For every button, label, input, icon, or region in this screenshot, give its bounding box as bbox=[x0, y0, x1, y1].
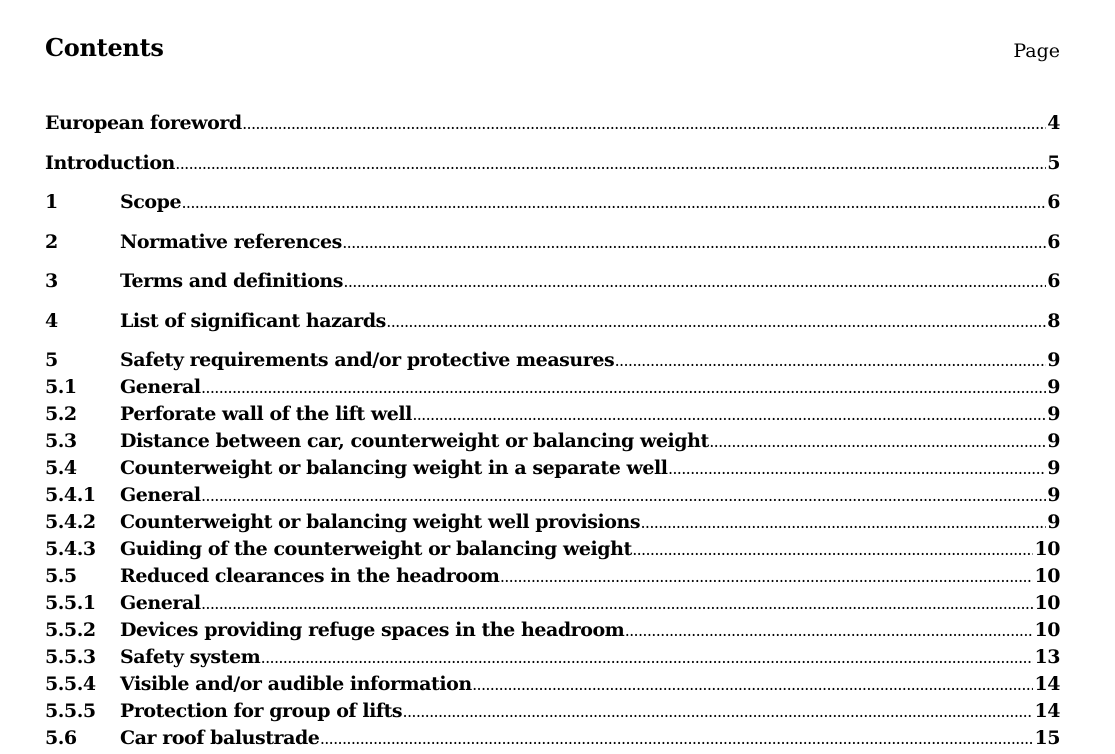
toc-entry-page: 9 bbox=[1047, 376, 1060, 398]
toc-entry-title: Protection for group of lifts bbox=[120, 700, 403, 722]
toc-entry-5-1[interactable] bbox=[45, 374, 1060, 401]
toc-entry-number: 5.1 bbox=[45, 376, 77, 398]
toc-entry-5-3[interactable] bbox=[45, 428, 1060, 455]
toc-entry-title: Distance between car, counterweight or balancing weight bbox=[120, 430, 709, 452]
dot-leader bbox=[343, 229, 1046, 258]
toc-entry-number: 2 bbox=[45, 230, 58, 253]
toc-entry-3[interactable] bbox=[45, 268, 1060, 295]
toc-entry-1[interactable] bbox=[45, 189, 1060, 216]
toc-entry-title: Safety system bbox=[120, 646, 261, 668]
toc-entry-page: 14 bbox=[1034, 673, 1060, 695]
toc-entry-title: General bbox=[120, 376, 201, 398]
table-of-contents bbox=[45, 110, 1060, 752]
toc-entry-number: 5.4.1 bbox=[45, 484, 96, 506]
toc-entry-page: 9 bbox=[1047, 403, 1060, 425]
toc-entry-page: 9 bbox=[1047, 430, 1060, 452]
toc-entry-5-6[interactable] bbox=[45, 725, 1060, 752]
toc-entry-title: Normative references bbox=[120, 230, 342, 253]
toc-entry-page: 13 bbox=[1034, 646, 1060, 668]
toc-entry-number: 5.5.2 bbox=[45, 619, 96, 641]
toc-entry-title: Scope bbox=[120, 191, 182, 213]
toc-entry-page: 14 bbox=[1034, 700, 1060, 722]
toc-entry-5-5-3[interactable] bbox=[45, 644, 1060, 671]
toc-entry-title: Reduced clearances in the headroom bbox=[120, 565, 500, 587]
toc-entry-title: Introduction bbox=[45, 151, 175, 174]
dot-leader bbox=[633, 536, 1034, 565]
dot-leader bbox=[473, 671, 1034, 700]
toc-entry-page: 10 bbox=[1034, 538, 1060, 560]
dot-leader bbox=[615, 347, 1046, 376]
toc-entry-page: 10 bbox=[1034, 619, 1060, 641]
toc-entry-page: 6 bbox=[1047, 191, 1060, 213]
dot-leader bbox=[344, 268, 1046, 297]
page-column-label: Page bbox=[1013, 40, 1060, 62]
toc-entry-page: 6 bbox=[1047, 270, 1060, 292]
toc-entry-5-5-2[interactable] bbox=[45, 617, 1060, 644]
toc-entry-5-5-4[interactable] bbox=[45, 671, 1060, 698]
toc-entry-page: 9 bbox=[1047, 484, 1060, 506]
toc-entry-title: Counterweight or balancing weight in a separate well bbox=[120, 457, 668, 479]
toc-entry-5-5[interactable] bbox=[45, 563, 1060, 590]
dot-leader bbox=[320, 725, 1033, 754]
toc-entry-page: 5 bbox=[1047, 151, 1060, 174]
dot-leader bbox=[500, 563, 1033, 592]
toc-entry-number: 3 bbox=[45, 270, 58, 292]
toc-entry-number: 5.2 bbox=[45, 403, 77, 425]
toc-entry-page: 4 bbox=[1047, 112, 1060, 134]
toc-entry-title: List of significant hazards bbox=[120, 309, 386, 332]
dot-leader bbox=[176, 150, 1046, 179]
toc-entry-page: 10 bbox=[1034, 592, 1060, 614]
toc-entry-number: 5.6 bbox=[45, 727, 77, 749]
dot-leader bbox=[625, 617, 1033, 646]
toc-entry-number: 5.3 bbox=[45, 430, 77, 452]
toc-entry-5-5-5[interactable] bbox=[45, 698, 1060, 725]
toc-entry-page: 10 bbox=[1034, 565, 1060, 587]
toc-entry-4[interactable] bbox=[45, 308, 1060, 335]
toc-entry-number: 5.5.4 bbox=[45, 673, 96, 695]
dot-leader bbox=[403, 698, 1033, 727]
toc-entry-title: Safety requirements and/or protective measures bbox=[120, 349, 615, 371]
toc-entry-2[interactable] bbox=[45, 229, 1060, 256]
dot-leader bbox=[387, 308, 1046, 337]
toc-entry-number: 5.5 bbox=[45, 565, 77, 587]
toc-entry-number: 5.5.3 bbox=[45, 646, 96, 668]
dot-leader bbox=[202, 590, 1034, 619]
toc-entry-title: European foreword bbox=[45, 112, 242, 134]
toc-entry-page: 9 bbox=[1047, 349, 1060, 371]
toc-entry-5-2[interactable] bbox=[45, 401, 1060, 428]
toc-entry-5-4[interactable] bbox=[45, 455, 1060, 482]
dot-leader bbox=[261, 644, 1033, 673]
toc-entry-number: 1 bbox=[45, 191, 58, 213]
toc-entry-page: 6 bbox=[1047, 230, 1060, 253]
toc-entry-5-5-1[interactable] bbox=[45, 590, 1060, 617]
toc-entry-introduction[interactable] bbox=[45, 150, 1060, 177]
dot-leader bbox=[202, 482, 1047, 511]
toc-entry-number: 5.5.1 bbox=[45, 592, 96, 614]
toc-entry-page: 15 bbox=[1034, 727, 1060, 749]
toc-entry-page: 9 bbox=[1047, 511, 1060, 533]
toc-entry-number: 5.4.2 bbox=[45, 511, 96, 533]
toc-entry-title: Guiding of the counterweight or balancing weight bbox=[120, 538, 632, 560]
toc-entry-page: 9 bbox=[1047, 457, 1060, 479]
toc-entry-title: Car roof balustrade bbox=[120, 727, 320, 749]
dot-leader bbox=[243, 110, 1047, 139]
toc-entry-number: 5.4.3 bbox=[45, 538, 96, 560]
dot-leader bbox=[641, 509, 1046, 538]
toc-entry-number: 5 bbox=[45, 349, 58, 371]
toc-entry-5-4-2[interactable] bbox=[45, 509, 1060, 536]
toc-entry-title: Devices providing refuge spaces in the headroom bbox=[120, 619, 625, 641]
dot-leader bbox=[182, 189, 1046, 218]
toc-entry-number: 5.4 bbox=[45, 457, 77, 479]
toc-entry-page: 8 bbox=[1047, 309, 1060, 332]
toc-entry-5-4-1[interactable] bbox=[45, 482, 1060, 509]
toc-entry-title: General bbox=[120, 484, 201, 506]
dot-leader bbox=[413, 401, 1046, 430]
toc-entry-title: Counterweight or balancing weight well provisions bbox=[120, 511, 641, 533]
dot-leader bbox=[669, 455, 1047, 484]
dot-leader bbox=[710, 428, 1046, 457]
toc-entry-title: General bbox=[120, 592, 201, 614]
toc-header bbox=[45, 31, 1060, 67]
dot-leader bbox=[202, 374, 1047, 403]
toc-entry-5[interactable] bbox=[45, 347, 1060, 374]
toc-entry-5-4-3[interactable] bbox=[45, 536, 1060, 563]
page-title: Contents bbox=[45, 33, 164, 62]
toc-entry-number: 4 bbox=[45, 309, 58, 332]
toc-entry-title: Terms and definitions bbox=[120, 270, 344, 292]
toc-entry-title: Perforate wall of the lift well bbox=[120, 403, 412, 425]
toc-entry-european-foreword[interactable] bbox=[45, 110, 1060, 137]
toc-entry-number: 5.5.5 bbox=[45, 700, 96, 722]
toc-entry-title: Visible and/or audible information bbox=[120, 673, 472, 695]
